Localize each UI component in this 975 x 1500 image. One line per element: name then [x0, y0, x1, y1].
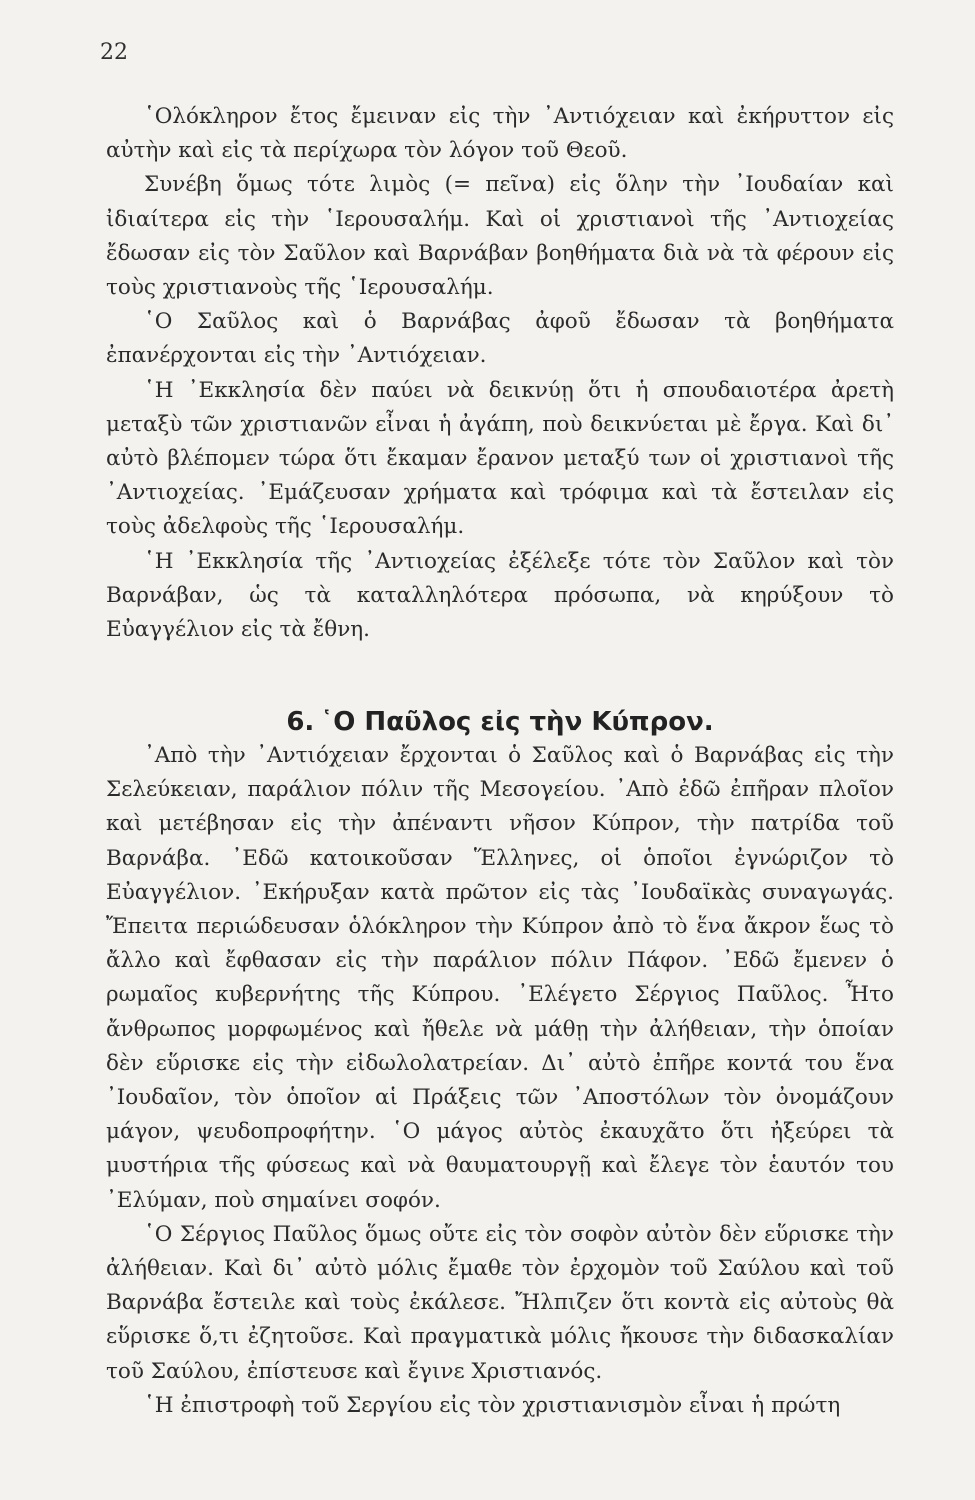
- paragraph: ῾Η ᾿Εκκλησία δὲν παύει νὰ δεικνύῃ ὅτι ἡ σπουδαιοτέρα ἀρετὴ μεταξὺ τῶν χριστιανῶν εἶναι ἡ ἀγάπη, ποὺ δεικνύεται μὲ ἔργα. Καὶ δι᾿ αὐτὸ βλέπομεν τώρα ὅτι ἔκαμαν ἔρανον μεταξύ των οἱ χριστιανοὶ τῆς ᾿Αντιοχείας. ᾿Εμάζευσαν χρήματα καὶ τρόφιμα καὶ τὰ ἔστειλαν εἰς τοὺς ἀδελφοὺς τῆς ῾Ιερουσαλήμ.: [106, 377, 894, 540]
- paragraph: Συνέβη ὅμως τότε λιμὸς (= πεῖνα) εἰς ὅλην τὴν ᾿Ιουδαίαν καὶ ἰδιαίτερα εἰς τὴν ῾Ιερουσαλήμ. Καὶ οἱ χριστιανοὶ τῆς ᾿Αντιοχείας ἔδωσαν εἰς τὸν Σαῦλον καὶ Βαρνάβαν βοηθήματα διὰ νὰ τὰ φέρουν εἰς τοὺς χριστιανοὺς τῆς ῾Ιερουσαλήμ.: [106, 172, 894, 301]
- top-text-block: [106, 100, 894, 647]
- paragraph: ᾿Απὸ τὴν ᾿Αντιόχειαν ἔρχονται ὁ Σαῦλος καὶ ὁ Βαρνάβας εἰς τὴν Σελεύκειαν, παράλιον πόλιν τῆς Μεσογείου. ᾿Απὸ ἐδῶ ἐπῆραν πλοῖον καὶ μετέβησαν εἰς τὴν ἀπέναντι νῆσον Κύπρον, τὴν πατρίδα τοῦ Βαρνάβα. ᾿Εδῶ κατοικοῦσαν Ἕλληνες, οἱ ὁποῖοι ἐγνώριζον τὸ Εὐαγγέλιον. ᾿Εκήρυξαν κατὰ πρῶτον εἰς τὰς ᾿Ιουδαϊκὰς συναγωγάς. Ἔπειτα περιώδευσαν ὁλόκληρον τὴν Κύπρον ἀπὸ τὸ ἕνα ἄκρον ἕως τὸ ἄλλο καὶ ἔφθασαν εἰς τὴν παράλιον πόλιν Πάφον. ᾿Εδῶ ἔμενεν ὁ ρωμαῖος κυβερνήτης τῆς Κύπρου. ᾿Ελέγετο Σέργιος Παῦλος. Ἦτο ἄνθρωπος μορφωμένος καὶ ἤθελε νὰ μάθῃ τὴν ἀλήθειαν, τὴν ὁποίαν δὲν εὕρισκε εἰς τὴν εἰδωλολατρείαν. Δι᾿ αὐτὸ ἐπῆρε κοντά του ἕνα ᾿Ιουδαῖον, τὸν ὁποῖον αἱ Πράξεις τῶν ᾿Αποστόλων τὸν ὀνομάζουν μάγον, ψευδοπροφήτην. ῾Ο μάγος αὐτὸς ἐκαυχᾶτο ὅτι ἠξεύρει τὰ μυστήρια τῆς φύσεως καὶ νὰ θαυματουργῇ καὶ ἔλεγε τὸν ἑαυτόν του ᾿Ελύμαν, ποὺ σημαίνει σοφόν.: [106, 743, 894, 1213]
- section-heading: [106, 702, 894, 742]
- paragraph: ῾Ο Σέργιος Παῦλος ὅμως οὔτε εἰς τὸν σοφὸν αὐτὸν δὲν εὕρισκε τὴν ἀλήθειαν. Καὶ δι᾿ αὐτὸ μόλις ἔμαθε τὸν ἐρχομὸν τοῦ Σαύλου καὶ τοῦ Βαρνάβα ἔστειλε καὶ τοὺς ἐκάλεσε. Ἤλπιζεν ὅτι κοντὰ εἰς αὐτοὺς θὰ εὕρισκε ὅ,τι ἐζητοῦσε. Καὶ πραγματικὰ μόλις ἤκουσε τὴν διδασκαλίαν τοῦ Σαύλου, ἐπίστευσε καὶ ἔγινε Χριστιανός.: [106, 1221, 894, 1384]
- paragraph: ῾Η ᾿Εκκλησία τῆς ᾿Αντιοχείας ἐξέλεξε τότε τὸν Σαῦλον καὶ τὸν Βαρνάβαν, ὡς τὰ καταλληλότερα πρόσωπα, νὰ κηρύξουν τὸ Εὐαγγέλιον εἰς τὰ ἔθνη.: [106, 548, 894, 643]
- section-title: ῾Ο Παῦλος εἰς τὴν Κύπρον.: [320, 706, 714, 737]
- section-number: 6.: [286, 706, 315, 737]
- page-number: 22: [100, 40, 128, 65]
- paragraph: ῾Ο Σαῦλος καὶ ὁ Βαρνάβας ἀφοῦ ἔδωσαν τὰ βοηθήματα ἐπανέρχονται εἰς τὴν ᾿Αντιόχειαν.: [106, 309, 894, 369]
- bottom-text-block: [106, 739, 894, 1423]
- paragraph: ῾Ολόκληρον ἔτος ἔμειναν εἰς τὴν ᾿Αντιόχειαν καὶ ἐκήρυττον εἰς αὐτὴν καὶ εἰς τὰ περίχωρα τὸν λόγον τοῦ Θεοῦ.: [106, 104, 894, 164]
- paragraph: ῾Η ἐπιστροφὴ τοῦ Σεργίου εἰς τὸν χριστιανισμὸν εἶναι ἡ πρώτη: [144, 1392, 841, 1418]
